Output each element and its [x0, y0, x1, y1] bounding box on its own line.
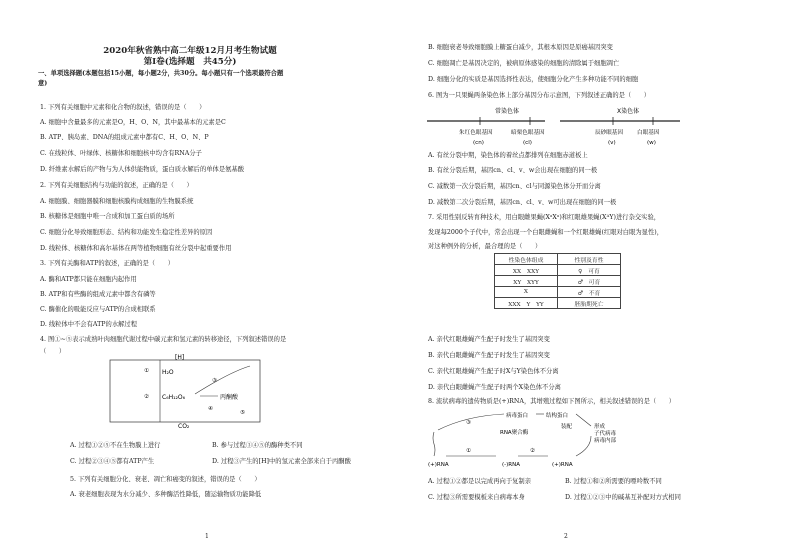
q5-option-c: C. 细胞凋亡是基因决定的，被病原体感染的细胞的清除属于细胞凋亡: [428, 60, 620, 67]
table-cell: XXX Y YY: [495, 298, 558, 309]
label-plus-rna-right: (+)RNA: [552, 462, 573, 468]
q6-option-a: A. 有丝分裂中期，染色体的着丝点都排列在细胞赤道板上: [428, 152, 588, 159]
question-8: 8. 流状病毒的遗传物质是(+)RNA，其增殖过程如下图所示，相关叙述错误的是（ ）: [428, 398, 676, 405]
gene-v: 辰砂眼基因: [595, 130, 623, 136]
symbol-w: (w): [647, 140, 656, 146]
q6-option-d: D. 减数第二次分裂后期，基因cn、cl、v、w可出现在细胞的同一极: [428, 199, 617, 206]
question-7-line3: 对这种例外的分析，最合理的是（ ）: [428, 243, 542, 250]
label-progeny-virus: 子代病毒: [594, 431, 617, 437]
question-4-cont: （ ）: [40, 348, 66, 355]
q2-option-d: D. 线粒体、核糖体和高尔基体在两等植物细胞有丝分裂中起重要作用: [40, 245, 232, 252]
table-row: [495, 287, 621, 298]
genotype-table: [494, 253, 621, 309]
question-1: 1. 下列有关细胞中元素和化合物的叙述，错误的是（ ）: [40, 104, 206, 111]
exam-title: 2020年秋省熟中高二年级12月月考生物试题: [103, 46, 277, 56]
table-row: [495, 265, 621, 276]
table-cell: ♂ 不育: [558, 287, 621, 298]
table-cell: ♂ 可育: [558, 276, 621, 287]
q8-option-c: C. 过程③所需要模板来自病毒本身: [428, 494, 525, 501]
label-plus-rna-left: (+)RNA: [428, 462, 449, 468]
table-row: [495, 276, 621, 287]
table-cell: X: [495, 287, 558, 298]
q6-option-c: C. 减数第一次分裂后期，基因cn、cl与同源染色体分开而分离: [428, 183, 601, 190]
question-2: 2. 下列有关细胞结构与功能的叙述，正确的是（ ）: [40, 182, 193, 189]
step-1: ①: [144, 368, 149, 374]
q2-option-c: C. 细胞分化导致细胞形态、结构和功能发生稳定性差异的原因: [40, 229, 213, 236]
question-4: 4. 图①~⑤表示成熟叶肉细胞代谢过程中碳元素和氢元素的转移途径，下列叙述错误的是: [40, 336, 287, 343]
q1-option-a: A. 细胞中含量最多的元素是O，H、O、N，其中最基本的元素是C: [40, 119, 226, 126]
gene-cl: 暗栗色眼基因: [511, 130, 545, 136]
table-cell: XX XXY: [495, 265, 558, 276]
symbol-cl: (cl): [523, 140, 532, 146]
question-5: 5. 下列有关细胞分化、衰老、凋亡和癌变的叙述，错误的是（ ）: [70, 476, 261, 483]
exam-subtitle: 第Ⅰ卷(选择题 共45分): [143, 57, 237, 67]
table-row: [495, 298, 621, 309]
table-cell: ♀ 可育: [558, 265, 621, 276]
q4-option-d: D. 过程③产生的[H]中的氢元素全部来自于丙酮酸: [212, 458, 351, 465]
step-5: ⑤: [240, 410, 245, 416]
label-virus-inner: 病毒内部: [594, 438, 617, 444]
q7-option-a: A. 亲代红眼雄蝇产生配子时发生了基因突变: [428, 336, 550, 343]
label-viral-protein: 病毒蛋白: [506, 413, 529, 419]
q3-option-c: C. 酶催化的吸能反应与ATP的合成相联系: [40, 306, 156, 313]
label-structural-protein: 结构蛋白: [546, 413, 569, 419]
q3-option-a: A. 酶和ATP都只能在细胞内起作用: [40, 276, 137, 283]
chromosome-diagram: [425, 104, 685, 150]
right-page: [400, 0, 794, 550]
q3-option-d: D. 线粒体中不会有ATP的水解过程: [40, 321, 138, 328]
q5-option-d: D. 细胞分化的实质是基因选择性表达，使细胞分化产生多种功能不同的细胞: [428, 76, 639, 83]
q7-option-b: B. 亲代白眼雌蝇产生配子时发生了基因突变: [428, 352, 550, 359]
question-7-line2: 发现每2000个子代中，常会出现一个白眼雌蝇和一个红眼雄蝇(红眼对白眼为显性)，: [428, 229, 664, 236]
q1-option-d: D. 纤维素水解后的产物与为人体供能物质，蛋白质水解后的单体是氨基酸: [40, 166, 245, 173]
section-heading-cont: 意): [38, 80, 48, 87]
question-3: 3. 下列有关酶和ATP的叙述，正确的是（ ）: [40, 260, 174, 267]
q8-option-d: D. 过程①②③中的碱基互补配对方式相同: [565, 494, 681, 501]
section-heading: 一、单项选择题(本题包括15小题，每小题2分，共30分。每小题只有一个选项最符合题: [38, 70, 284, 77]
q6-option-b: B. 有丝分裂后期，基因cn、cl、v、w会出现在细胞的同一极: [428, 167, 598, 174]
step-3: ③: [212, 378, 217, 384]
symbol-cn: (cn): [473, 140, 484, 146]
virus-replication-diagram: [426, 408, 646, 478]
label-form: 形成: [594, 424, 606, 430]
q2-option-b: B. 核糖体是细胞中唯一合成和加工蛋白质的场所: [40, 213, 175, 220]
table-cell: 胚胎期死亡: [558, 298, 621, 309]
table-header: 性别及育性: [558, 254, 621, 265]
step-2: ②: [530, 448, 535, 454]
step-1: ①: [466, 448, 471, 454]
step-4: ④: [208, 406, 213, 412]
q5-option-a: A. 衰老细胞表现为水分减少、多种酶活性降低，随运输物质功能降低: [70, 491, 262, 498]
question-7: 7. 采用性别反转育种技术，用白眼雌果蝇(XᵃXᵃ)和红眼雄果蝇(XᴬY)进行杂交实验，: [428, 214, 661, 221]
q7-option-d: D. 亲代白眼雌蝇产生配子时两个X染色体不分离: [428, 384, 561, 391]
page-number: 1: [205, 533, 209, 540]
q7-option-c: C. 亲代红眼雄蝇产生配子时X与Y染色体不分离: [428, 368, 559, 375]
gene-w: 白眼基因: [637, 130, 660, 136]
q2-option-a: A. 细胞膜、细胞器膜和细胞核膜构成细胞的生物膜系统: [40, 198, 194, 205]
q4-option-a: A. 过程①②⑤不在生物膜上进行: [70, 442, 161, 449]
table-cell: XY XYY: [495, 276, 558, 287]
symbol-v: (v): [608, 140, 616, 146]
q3-option-b: B. ATP和有些酶的组成元素中都含有磷等: [40, 291, 156, 298]
label-h: [H]: [175, 354, 185, 361]
label-assemble: 装配: [561, 424, 573, 430]
question-6: 6. 图为一只果蝇两条染色体上部分基因分布示意图，下列叙述正确的是（ ）: [428, 92, 651, 99]
label-minus-rna: (-)RNA: [502, 462, 520, 468]
label-rna-polymerase: RNA聚合酶: [500, 430, 529, 436]
gene-cn: 朱红色眼基因: [459, 130, 493, 136]
step-3: ③: [466, 420, 471, 426]
metabolism-diagram: [100, 352, 280, 432]
q8-option-a: A. 过程①②都是以完成再向于复制亲: [428, 478, 532, 485]
label-h2o: H₂O: [162, 369, 174, 376]
q5-option-b: B. 细胞衰老导致细胞膜上糖蛋白减少，其根本原因是原癌基因突变: [428, 44, 613, 51]
page-number: 2: [564, 533, 568, 540]
label-pyruvate: 丙酮酸: [220, 394, 239, 401]
table-header-row: [495, 254, 621, 265]
q1-option-c: C. 在线粒体、叶绿体、核糖体和细胞核中均含有RNA分子: [40, 150, 202, 157]
q4-option-b: B. 参与过程③④⑤的酶种类不同: [212, 442, 303, 449]
step-2: ②: [144, 394, 149, 400]
q8-option-b: B. 过程①和②所需要的嘌呤数不同: [565, 478, 662, 485]
label-x-chromosome: X染色体: [617, 108, 640, 115]
label-glucose: C₆H₁₂O₆: [162, 394, 186, 401]
label-co2: CO₂: [178, 423, 190, 430]
q1-option-b: B. ATP、胰岛素、DNA的组成元素中都有C、H、O、N、P: [40, 134, 209, 141]
table-header: 性染色体组成: [495, 254, 558, 265]
label-autosome: 常染色体: [495, 108, 520, 115]
q4-option-c: C. 过程②③④⑤都有ATP产生: [70, 458, 155, 465]
